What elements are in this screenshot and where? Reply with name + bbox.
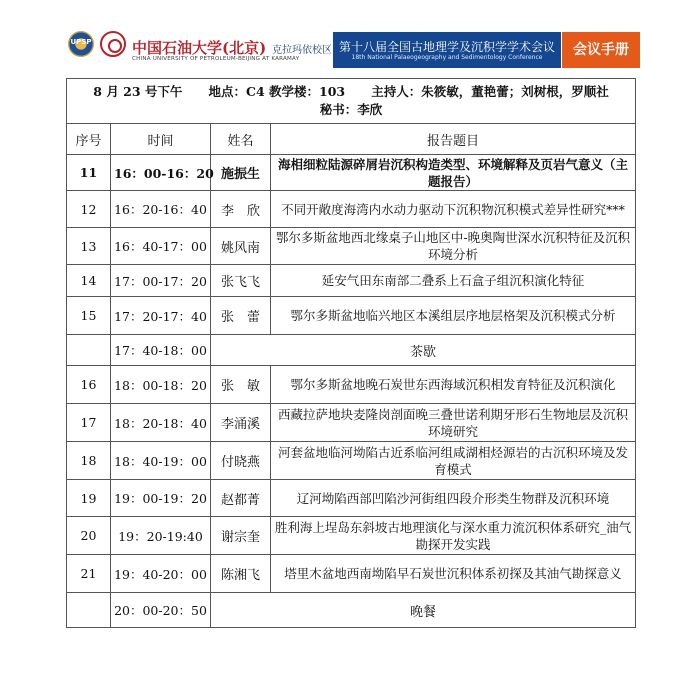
speaker-name: 付晓燕 xyxy=(211,442,271,480)
col-header-title: 报告题目 xyxy=(271,124,636,155)
talk-number: 17 xyxy=(67,404,111,442)
speaker-name: 张 蕾 xyxy=(211,297,271,335)
talk-time: 19：20-19:40 xyxy=(111,517,211,555)
talk-row xyxy=(67,191,636,228)
talk-number: 13 xyxy=(67,228,111,265)
upsp-logo xyxy=(68,31,94,57)
talk-title: 塔里木盆地西南坳陷早石炭世沉积体系初探及其油气勘探意义 xyxy=(271,555,636,593)
speaker-name: 陈湘飞 xyxy=(211,555,271,593)
col-header-no: 序号 xyxy=(67,124,111,155)
university-name-cn: 中国石油大学(北京) xyxy=(132,39,267,57)
talk-title: 西藏拉萨地块麦隆岗剖面晚三叠世诺利期牙形石生物地层及沉积环境研究 xyxy=(271,404,636,442)
talk-title: 鄂尔多斯盆地西北缘桌子山地区中-晚奥陶世深水沉积特征及沉积环境分析 xyxy=(271,228,636,265)
talk-row xyxy=(67,265,636,297)
university-seal-logo xyxy=(100,31,126,57)
talk-number: 11 xyxy=(67,155,111,191)
conference-name-en: 18th National Palaeogeography and Sedimentology Conference xyxy=(351,54,543,61)
talk-number: 14 xyxy=(67,265,111,297)
conference-banner xyxy=(333,32,561,68)
handbook-label: 会议手册 xyxy=(562,32,640,68)
talk-title: 鄂尔多斯盆地晚石炭世东西海域沉积相发育特征及沉积演化 xyxy=(271,366,636,404)
talk-row xyxy=(67,155,636,191)
talk-time: 16：40-17：00 xyxy=(111,228,211,265)
session-line-1: 8 月 23 号下午 地点：C4 教学楼：103 主持人：朱筱敏，董艳蕾；刘树根，罗顺社 xyxy=(93,84,609,99)
page-header xyxy=(0,0,700,76)
talk-title: 海相细粒陆源碎屑岩沉积构造类型、环境解释及页岩气意义（主题报告） xyxy=(271,155,636,191)
break-label: 晚餐 xyxy=(211,593,636,628)
talk-number: 15 xyxy=(67,297,111,335)
talk-title: 辽河坳陷西部凹陷沙河街组四段介形类生物群及沉积环境 xyxy=(271,480,636,517)
university-name-en: CHINA UNIVERSITY OF PETROLEUM-BEIJING AT KARAMAY xyxy=(132,56,300,62)
break-row xyxy=(67,335,636,366)
logo-a-text: UPSP xyxy=(70,38,92,46)
talk-time: 18：20-18：40 xyxy=(111,404,211,442)
break-time: 20：00-20：50 xyxy=(111,593,211,628)
talk-time: 17：00-17：20 xyxy=(111,265,211,297)
talk-time: 17：20-17：40 xyxy=(111,297,211,335)
break-time: 17：40-18：00 xyxy=(111,335,211,366)
talk-row xyxy=(67,366,636,404)
talk-title: 不同开敞度海湾内水动力驱动下沉积物沉积模式差异性研究*** xyxy=(271,191,636,228)
speaker-name: 李涌溪 xyxy=(211,404,271,442)
talk-title: 延安气田东南部二叠系上石盒子组沉积演化特征 xyxy=(271,265,636,297)
talk-title: 河套盆地临河坳陷古近系临河组咸湖相烃源岩的古沉积环境及发育模式 xyxy=(271,442,636,480)
talk-time: 16：20-16：40 xyxy=(111,191,211,228)
talk-number: 12 xyxy=(67,191,111,228)
talk-title: 鄂尔多斯盆地临兴地区本溪组层序地层格架及沉积模式分析 xyxy=(271,297,636,335)
col-header-name: 姓名 xyxy=(211,124,271,155)
talk-row xyxy=(67,404,636,442)
talk-time: 16：00-16：20 xyxy=(111,155,211,191)
session-info-row xyxy=(67,79,636,124)
talk-number: 21 xyxy=(67,555,111,593)
talk-number: 16 xyxy=(67,366,111,404)
talk-number: 20 xyxy=(67,517,111,555)
talk-row xyxy=(67,480,636,517)
talk-number: 19 xyxy=(67,480,111,517)
talk-time: 18：40-19：00 xyxy=(111,442,211,480)
speaker-name: 姚风南 xyxy=(211,228,271,265)
break-row xyxy=(67,593,636,628)
speaker-name: 谢宗奎 xyxy=(211,517,271,555)
talk-row xyxy=(67,517,636,555)
talk-time: 19：00-19：20 xyxy=(111,480,211,517)
break-no-cell xyxy=(67,335,111,366)
speaker-name: 赵都菁 xyxy=(211,480,271,517)
schedule-table xyxy=(66,78,636,628)
talk-time: 18：00-18：20 xyxy=(111,366,211,404)
session-info xyxy=(67,79,636,124)
talk-row xyxy=(67,555,636,593)
talk-row xyxy=(67,228,636,265)
break-no-cell xyxy=(67,593,111,628)
talk-row xyxy=(67,297,636,335)
col-header-time: 时间 xyxy=(111,124,211,155)
break-label: 茶歇 xyxy=(211,335,636,366)
talk-number: 18 xyxy=(67,442,111,480)
speaker-name: 张 敏 xyxy=(211,366,271,404)
column-header-row xyxy=(67,124,636,155)
conference-name-cn: 第十八届全国古地理学及沉积学学术会议 xyxy=(338,40,555,54)
talk-time: 19：40-20：00 xyxy=(111,555,211,593)
session-secretary: 秘书：李欣 xyxy=(319,102,383,117)
talk-title: 胜利海上埕岛东斜坡古地理演化与深水重力流沉积体系研究_油气勘探开发实践 xyxy=(271,517,636,555)
campus-name: 克拉玛依校区 xyxy=(272,45,332,56)
speaker-name: 施振生 xyxy=(211,155,271,191)
talk-row xyxy=(67,442,636,480)
speaker-name: 李 欣 xyxy=(211,191,271,228)
speaker-name: 张飞飞 xyxy=(211,265,271,297)
